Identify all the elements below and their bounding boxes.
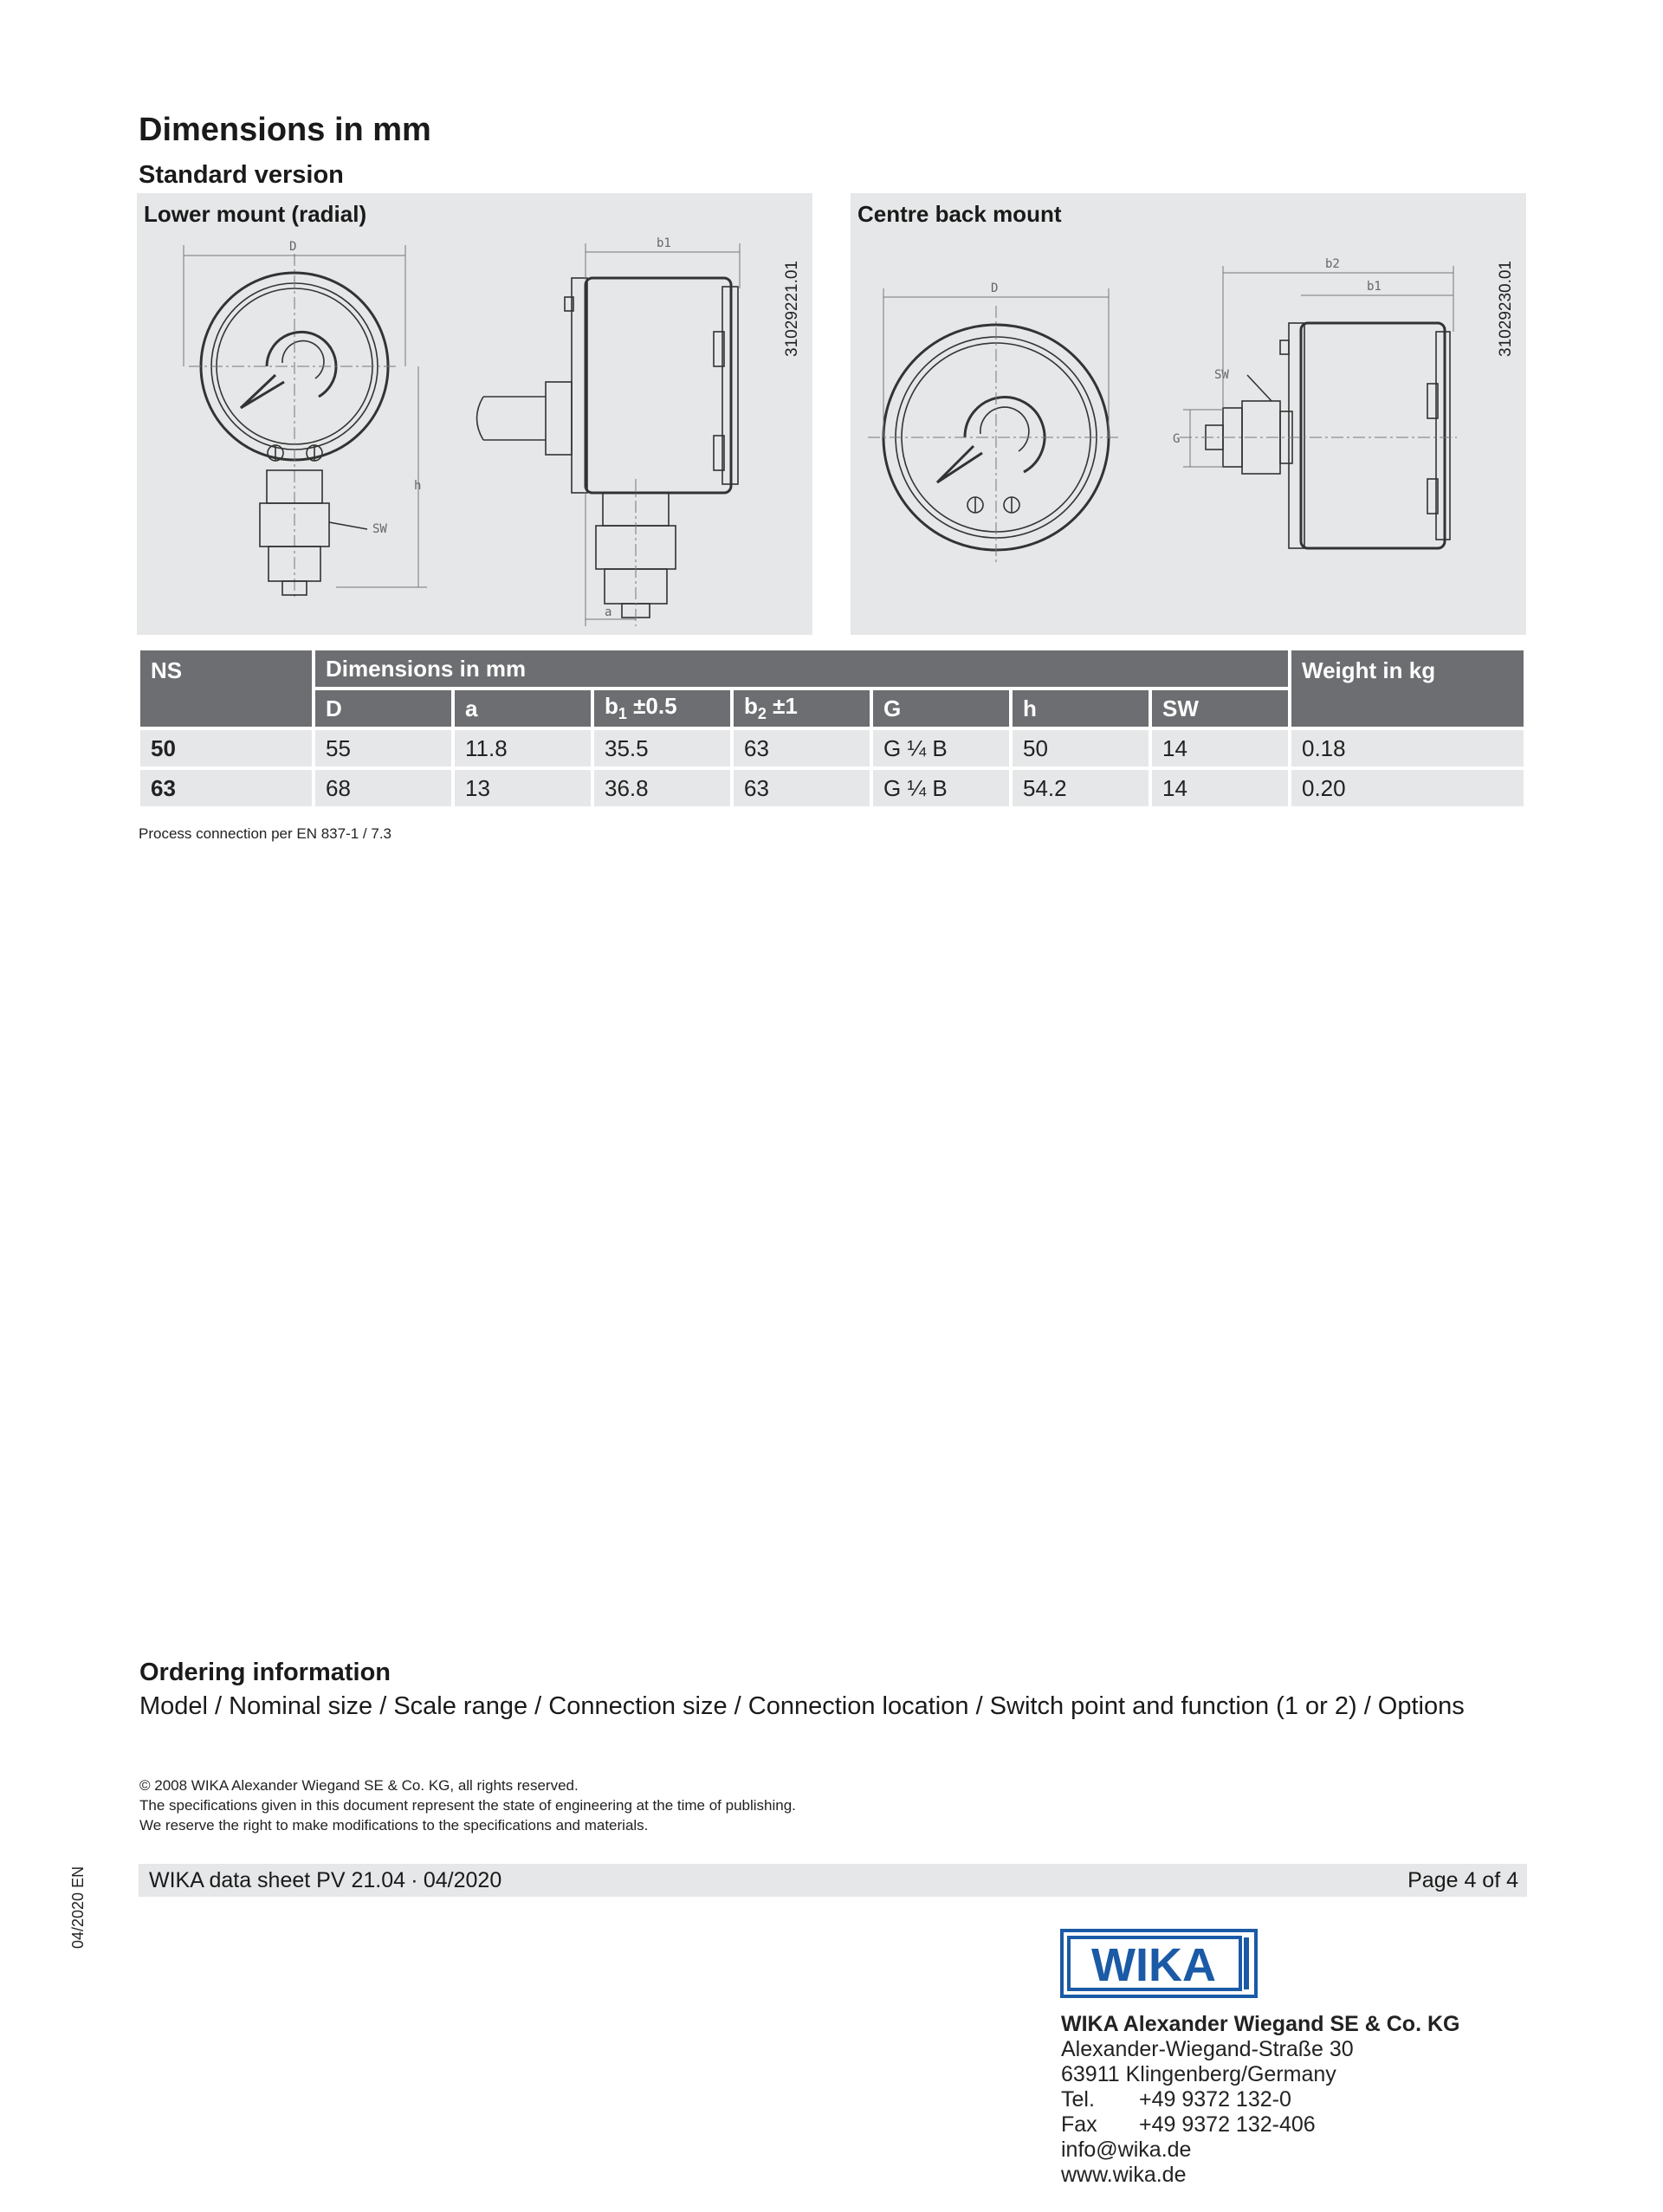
side-view-connection — [596, 479, 676, 626]
col-group-dimensions: Dimensions in mm — [315, 650, 1288, 687]
table-row — [140, 770, 1524, 806]
dimension-a — [586, 493, 636, 626]
address-tel — [1061, 2087, 1459, 2112]
centre-back-mount-drawing — [851, 193, 1526, 635]
dimension-b1 — [586, 236, 740, 288]
table-header-row — [140, 650, 1524, 687]
wika-logo — [1060, 1929, 1258, 1998]
section-subtitle: Standard version — [139, 161, 344, 189]
label-g: G — [1173, 432, 1181, 446]
cell-b2: 63 — [734, 770, 870, 806]
cell-b2: 63 — [734, 730, 870, 766]
page-title: Dimensions in mm — [139, 112, 431, 148]
label-d: D — [991, 281, 999, 295]
fax-value: +49 9372 132-406 — [1139, 2112, 1316, 2137]
side-view-case — [1280, 323, 1450, 548]
col-weight: Weight in kg — [1291, 650, 1524, 727]
lower-mount-drawing — [137, 193, 812, 635]
cell-a: 13 — [455, 770, 591, 806]
cell-b1: 35.5 — [594, 730, 730, 766]
figure-title: Lower mount (radial) — [144, 201, 367, 227]
col-a: a — [455, 690, 591, 727]
side-view-case — [565, 278, 738, 493]
col-ns: NS — [140, 650, 312, 727]
side-view-cable — [477, 382, 573, 455]
label-b2: b2 — [1325, 257, 1340, 271]
dimensions-table — [137, 647, 1527, 810]
col-b2: $b_2 \pm 1$ — [734, 690, 870, 727]
cell-sw: 14 — [1152, 730, 1288, 766]
table-row — [140, 730, 1524, 766]
figure-centre-back-mount — [851, 193, 1526, 635]
dimension-g — [1173, 410, 1223, 467]
tel-value: +49 9372 132-0 — [1139, 2087, 1291, 2112]
footer-datasheet: WIKA data sheet PV 21.04 ∙ 04/2020 — [149, 1868, 502, 1892]
fax-label: Fax — [1061, 2112, 1097, 2137]
col-h: h — [1013, 690, 1149, 727]
copyright-notice — [139, 1775, 796, 1835]
label-d: D — [289, 240, 297, 254]
cell-weight: 0.18 — [1291, 730, 1524, 766]
copyright-line: The specifications given in this document represent the state of engineering at the time of publishing. — [139, 1797, 796, 1814]
cell-d: 68 — [315, 770, 451, 806]
email-link[interactable]: info@wika.de — [1061, 2138, 1192, 2162]
figure-lower-mount — [137, 193, 812, 635]
col-g: G — [873, 690, 1009, 727]
col-d: D — [315, 690, 451, 727]
logo-text: WIKA — [1091, 1939, 1216, 1991]
drawing-number: 31029221.01 — [783, 261, 801, 357]
label-sw: SW — [372, 522, 387, 536]
label-b1: b1 — [657, 236, 671, 250]
front-view-dial — [868, 306, 1119, 566]
web-link[interactable]: www.wika.de — [1061, 2163, 1187, 2187]
front-view-dial — [189, 254, 397, 600]
tel-label: Tel. — [1061, 2087, 1095, 2112]
side-view-connection — [1180, 368, 1457, 474]
cell-a: 11.8 — [455, 730, 591, 766]
address-street: Alexander-Wiegand-Straße 30 — [1061, 2037, 1354, 2061]
ordering-title: Ordering information — [139, 1659, 391, 1686]
address-fax — [1061, 2112, 1459, 2138]
label-a: a — [605, 605, 612, 619]
col-sw: SW — [1152, 690, 1288, 727]
label-b1: b1 — [1367, 280, 1382, 294]
copyright-line: © 2008 WIKA Alexander Wiegand SE & Co. KG, all rights reserved. — [139, 1777, 579, 1794]
cell-sw: 14 — [1152, 770, 1288, 806]
drawing-number: 31029230.01 — [1497, 261, 1515, 357]
side-date-label: 04/2020 EN — [69, 1866, 87, 1949]
cell-h: 54.2 — [1013, 770, 1149, 806]
cell-weight: 0.20 — [1291, 770, 1524, 806]
label-sw: SW — [1214, 368, 1229, 382]
figure-title: Centre back mount — [857, 201, 1062, 227]
cell-ns: 63 — [140, 770, 312, 806]
copyright-line: We reserve the right to make modifications to the specifications and materials. — [139, 1817, 649, 1834]
label-h: h — [414, 479, 422, 493]
footer-page-number: Page 4 of 4 — [1407, 1868, 1518, 1892]
front-view-connection — [260, 470, 387, 595]
cell-h: 50 — [1013, 730, 1149, 766]
ordering-text: Model / Nominal size / Scale range / Connection size / Connection location / Switch point and function (1 or 2) / Options — [139, 1692, 1465, 1720]
footer-bar — [139, 1864, 1527, 1897]
address-city: 63911 Klingenberg/Germany — [1061, 2062, 1336, 2086]
company-name: WIKA Alexander Wiegand SE & Co. KG — [1061, 2012, 1460, 2036]
cell-ns: 50 — [140, 730, 312, 766]
cell-d: 55 — [315, 730, 451, 766]
cell-g: G ¼ B — [873, 730, 1009, 766]
col-b1: $b_1 \pm 0.5$ — [594, 690, 730, 727]
company-address — [1061, 2012, 1459, 2188]
cell-g: G ¼ B — [873, 770, 1009, 806]
cell-b1: 36.8 — [594, 770, 730, 806]
process-connection-note: Process connection per EN 837-1 / 7.3 — [139, 825, 391, 842]
